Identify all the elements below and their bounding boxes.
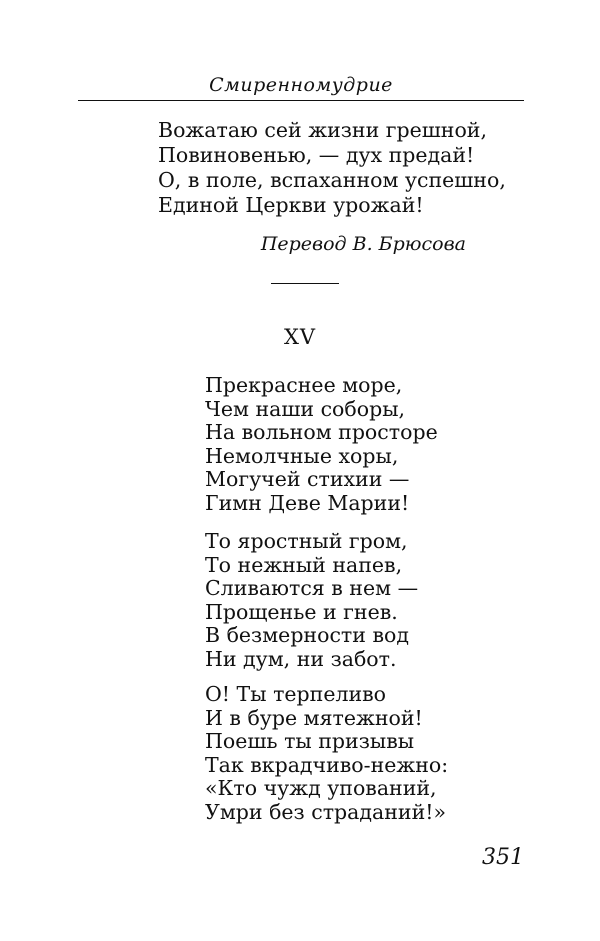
- poem-line: Так вкрадчиво-нежно:: [205, 752, 449, 777]
- section-number: XV: [283, 325, 317, 349]
- poem-line: На вольном просторе: [205, 420, 438, 444]
- poem-line: То нежный напев,: [205, 552, 403, 577]
- section-separator: [271, 283, 339, 284]
- stanza-3: [205, 683, 448, 824]
- poem-line: То яростный гром,: [205, 529, 408, 553]
- poem-line: Прощенье и гнев.: [205, 599, 398, 624]
- running-title: Смиренномудрие: [209, 74, 393, 96]
- poem-line: Могучей стихии —: [205, 467, 410, 491]
- poem-line: Повиновенью, — дух предай!: [158, 143, 475, 167]
- header-rule: [78, 100, 524, 101]
- poem-line: «Кто чужд упований,: [205, 776, 437, 800]
- poem-line: Сливаются в нем —: [205, 576, 419, 600]
- stanza-2: [205, 530, 418, 671]
- poem-line: Гимн Деве Марии!: [205, 490, 410, 515]
- poem-line: Ни дум, ни забот.: [205, 646, 397, 671]
- poem-line: Немолчные хоры,: [205, 443, 399, 468]
- poem-line: В безмерности вод: [205, 623, 409, 647]
- poem-line: Поешь ты призывы: [205, 729, 415, 753]
- poem-ending-stanza: [158, 118, 506, 218]
- stanza-1: [205, 374, 438, 515]
- page-number: 351: [482, 845, 524, 870]
- poem-line: Умри без страданий!»: [205, 799, 447, 824]
- poem-line: О, в поле, вспаханном успешно,: [158, 168, 506, 192]
- poem-line: О! Ты терпеливо: [205, 682, 387, 706]
- poem-line: Чем наши соборы,: [205, 396, 406, 421]
- poem-line: Единой Церкви урожай!: [158, 193, 424, 217]
- poem-line: Прекраснее море,: [205, 373, 403, 397]
- translator-attribution: Перевод В. Брюсова: [260, 233, 466, 255]
- poem-line: И в буре мятежной!: [205, 705, 423, 730]
- poem-line: Вожатаю сей жизни грешной,: [158, 118, 487, 142]
